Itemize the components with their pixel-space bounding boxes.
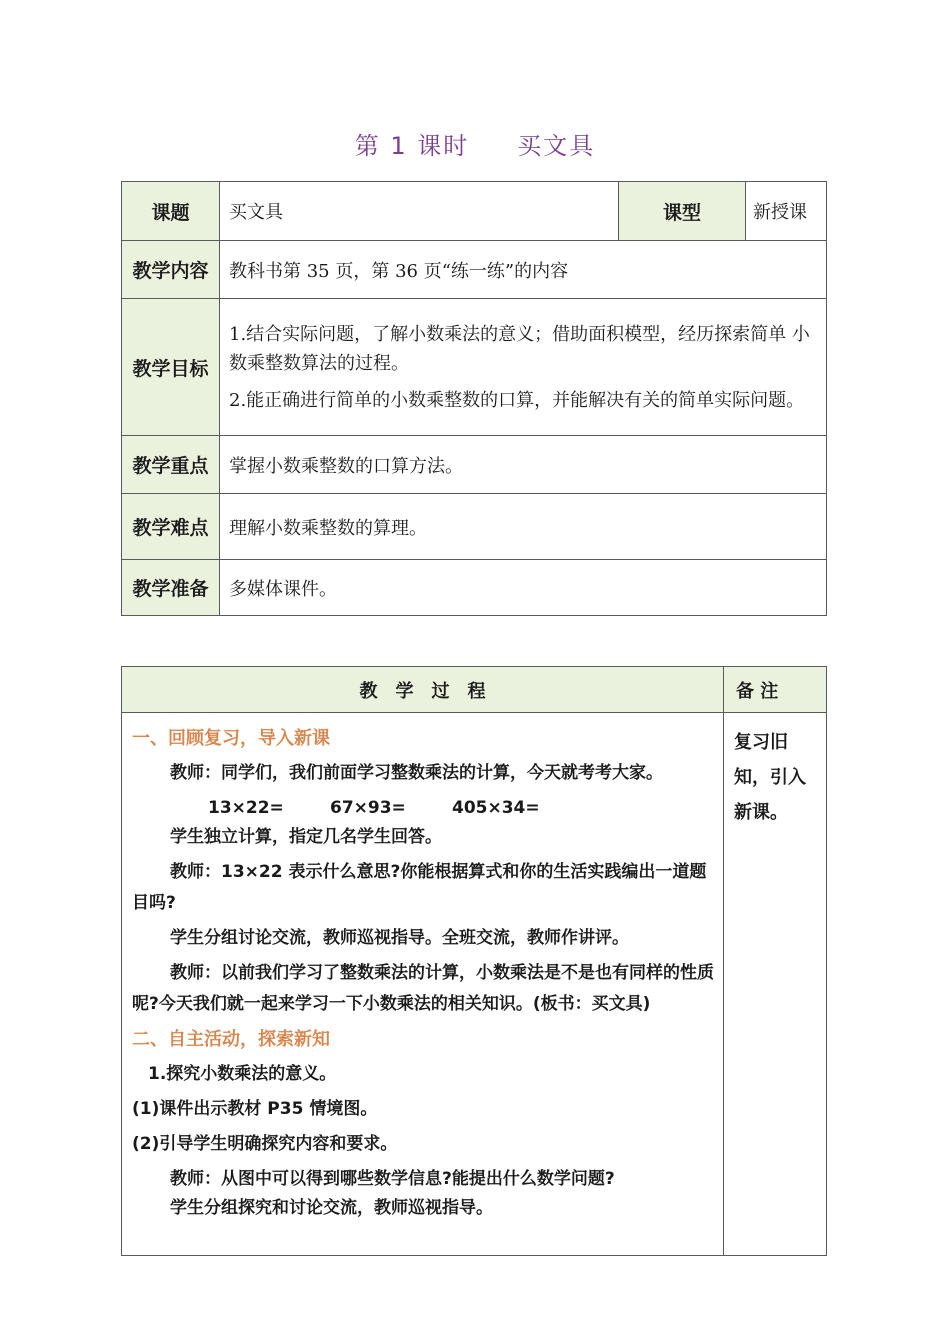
process-content-cell <box>122 713 724 1256</box>
paragraph: (1)课件出示教材 P35 情境图。 <box>132 1099 378 1119</box>
paragraph: 学生独立计算，指定几名学生回答。 <box>170 827 442 847</box>
row-goals <box>122 299 827 436</box>
key-value: 掌握小数乘整数的口算方法。 <box>220 436 827 494</box>
section-review: 一、回顾复习，导入新课 <box>132 728 330 749</box>
content-label: 教学内容 <box>122 241 220 299</box>
type-value: 新授课 <box>746 182 827 241</box>
equation-1: 13×22= <box>208 798 284 818</box>
prep-value: 多媒体课件。 <box>220 560 827 616</box>
note-text: 复习旧知，引入新课。 <box>734 732 806 823</box>
goals-label: 教学目标 <box>122 299 220 436</box>
process-body-row <box>122 713 827 1256</box>
topic-value: 买文具 <box>220 182 619 241</box>
prep-label: 教学准备 <box>122 560 220 616</box>
lesson-number: 第 1 课时 <box>354 132 470 160</box>
equations <box>132 793 717 824</box>
process-header-row <box>122 667 827 713</box>
goals-value <box>220 299 827 436</box>
paragraph: 教师：以前我们学习了整数乘法的计算，小数乘法是不是也有同样的性质呢?今天我们就一起来学习一下小数乘法的相关知识。(板书：买文具) <box>132 963 714 1014</box>
equation-3: 405×34= <box>452 798 540 818</box>
paragraph: (2)引导学生明确探究内容和要求。 <box>132 1134 398 1154</box>
key-label: 教学重点 <box>122 436 220 494</box>
notes-cell <box>724 713 827 1256</box>
paragraph: 教师：同学们，我们前面学习整数乘法的计算，今天就考考大家。 <box>170 763 663 783</box>
topic-label: 课题 <box>122 182 220 241</box>
lesson-topic: 买文具 <box>517 132 596 160</box>
paragraph: 学生分组讨论交流，教师巡视指导。全班交流，教师作讲评。 <box>170 928 629 948</box>
type-label: 课型 <box>619 182 746 241</box>
paragraph: 学生分组探究和讨论交流，教师巡视指导。 <box>170 1198 493 1218</box>
lesson-info-table <box>121 181 827 616</box>
row-key <box>122 436 827 494</box>
section-explore: 二、自主活动，探索新知 <box>132 1029 330 1050</box>
notes-header: 备 注 <box>724 667 827 713</box>
row-difficulty <box>122 494 827 560</box>
row-content <box>122 241 827 299</box>
goal-2: 2.能正确进行简单的小数乘整数的口算，并能解决有关的简单实际问题。 <box>229 389 805 411</box>
paragraph: 教师：从图中可以得到哪些数学信息?能提出什么数学问题? <box>170 1169 615 1189</box>
process-header: 教 学 过 程 <box>122 667 724 713</box>
row-topic <box>122 182 827 241</box>
row-prep <box>122 560 827 616</box>
paragraph: 1.探究小数乘法的意义。 <box>148 1064 337 1084</box>
difficulty-value: 理解小数乘整数的算理。 <box>220 494 827 560</box>
goal-1: 1.结合实际问题，了解小数乘法的意义；借助面积模型，经历探索简单 小数乘整数算法的过程。 <box>229 323 810 374</box>
difficulty-label: 教学难点 <box>122 494 220 560</box>
page-title <box>0 126 950 161</box>
teaching-process-table <box>121 666 827 1256</box>
content-value: 教科书第 35 页，第 36 页“练一练”的内容 <box>220 241 827 299</box>
equation-2: 67×93= <box>330 798 406 818</box>
paragraph: 教师：13×22 表示什么意思?你能根据算式和你的生活实践编出一道题目吗? <box>132 862 707 913</box>
